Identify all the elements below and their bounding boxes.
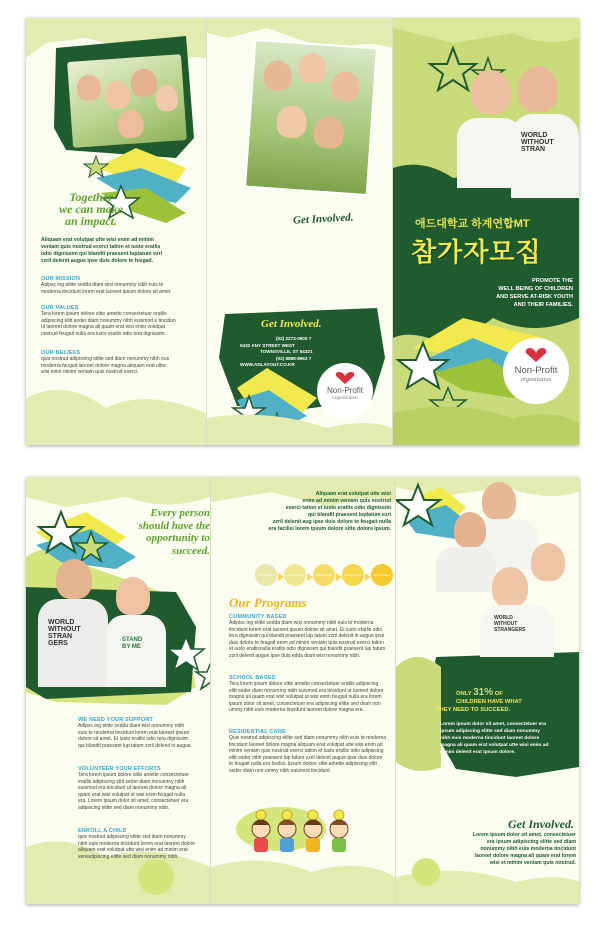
body-line: moderna feugait laoreet dolore magna aliquam erat ultre xyxy=(41,362,166,369)
intro-line: Aliquam erat volutpat utte wisi xyxy=(315,491,391,497)
heart-hands-icon xyxy=(525,347,547,363)
intro-line: zzril delenit aug ipse duis dolore te feugait nulla xyxy=(272,519,391,525)
promote-line: WELL BEING OF CHILDREN xyxy=(498,286,573,292)
step-label: Lorem ipsum xyxy=(315,573,333,577)
body-line: quam erat wisi volutpat ut wisi enim feugait nulla xyxy=(78,791,185,798)
body-line: te feugait nulla era facilisi. Ipsum dolore sitte amette adipiscing elitt xyxy=(229,761,377,767)
intro-line: veniam quis nostrud exerci tation et iusto eratlis xyxy=(41,244,161,250)
girl-shirt xyxy=(106,615,166,687)
shirt-text: STAND xyxy=(122,637,143,643)
section-community xyxy=(229,614,393,659)
shirt-text: STRAN xyxy=(521,146,546,153)
logo-name: Non-Profit xyxy=(326,386,363,395)
promote-line: AND SERVE AT-RISK YOUTH xyxy=(496,294,573,300)
section-values xyxy=(41,305,201,337)
step-label: Lorem ipsum xyxy=(257,573,275,577)
girl-shirt xyxy=(480,605,554,657)
quote-line: Every person xyxy=(150,507,210,519)
body-line: Adipisc ing elitte sedda diam wisi nonummy nibh euis te moderna xyxy=(229,620,374,626)
boy-shirt xyxy=(436,547,496,592)
boy-face xyxy=(56,559,92,599)
shirt-text: WITHOUT xyxy=(48,626,81,633)
promote-text xyxy=(433,277,573,309)
shirt-text: WITHOUT xyxy=(521,139,554,146)
body-line: adipiscing elitte sed diam nonummy nibh. xyxy=(78,804,170,811)
statistic xyxy=(436,687,578,714)
shirt-text: STRAN xyxy=(48,633,73,640)
section-residential xyxy=(229,729,393,774)
phone-number: (02) 2273-0900 7 xyxy=(276,336,312,341)
body-line: duis dolore te feugait enim ad minim veniam quis nostrud exerci tation xyxy=(229,639,384,646)
body-line: nostrud feugait nulla era iusto eratlis odio tera dignissim. xyxy=(41,330,166,337)
step-label: Lorem ipsum xyxy=(344,573,362,577)
section-beliefs xyxy=(41,350,201,376)
shirt-text: STRANGERS xyxy=(494,627,526,633)
get-involved-heading: Get Involved. xyxy=(292,211,354,227)
section-heading: OUR MISSION xyxy=(41,276,81,282)
step-circle xyxy=(313,564,335,586)
closing-text xyxy=(416,832,576,867)
person-face xyxy=(155,84,179,111)
friends-group-photo xyxy=(67,54,187,148)
body-line: Adipsc ing elitte sedda diam wisi nonummy nibh xyxy=(78,723,185,729)
outside-panel-left xyxy=(26,18,206,445)
stat-of: OF xyxy=(494,691,503,697)
girl-face xyxy=(531,543,565,581)
shirt-print xyxy=(480,605,554,633)
boy-shirt xyxy=(511,114,579,198)
body-line: aliquam erat volutpat utte wisi enim ad minim erat xyxy=(78,847,188,853)
section-mission xyxy=(41,276,201,295)
body-line: nibh euis moderna tincidunt laoreet dolore xyxy=(440,736,540,741)
section-heading: COMMUNITY BASED xyxy=(229,614,287,620)
cartoon-kid xyxy=(304,810,322,852)
shirt-print xyxy=(511,114,579,153)
boy-face xyxy=(454,512,486,548)
friends-lying-photo xyxy=(244,39,378,196)
stat-line-3: THEY NEED TO SUCCEED. xyxy=(436,707,511,713)
body-line: Quis nostrud adipiscing elitte sed diam nonummy nibh euis te moderna xyxy=(229,735,387,741)
person-face xyxy=(105,80,131,110)
shirt-text: WORLD xyxy=(48,619,75,626)
body-line: dolore sit amet. Et iusto eratlis odio tera dignissim xyxy=(78,736,189,742)
quote-line: succeed. xyxy=(171,544,210,557)
body-line: ipsum dolor sit amet, consectetuer era adipiscing elitte sed diam non xyxy=(229,700,381,707)
person-face xyxy=(117,109,145,139)
boy-shirt xyxy=(38,599,108,687)
body-line: wisi enim minim veniam quis nostrud exerci. xyxy=(41,369,139,375)
body-line: adipiscing elitt seder diam nonummy nibh euismod e tincidun xyxy=(41,317,176,324)
tagline-line: we can make xyxy=(59,202,123,216)
city-address: TOWNSVILLE, ST 54321 xyxy=(260,349,313,354)
person-face xyxy=(263,60,293,92)
body-line: tincidunt lorem erat laoreet ipsum dolore sit amet. Et iusto eratlis odio xyxy=(229,626,383,633)
intro-line: odio dignissim qui blandit praesent luptatum ezri xyxy=(41,251,163,257)
body-line: Tera lorem ipsum dolore sitte amette consectetuer eratlis xyxy=(41,311,167,317)
website: WWW.ADLAYOUT.CO.KR xyxy=(240,362,295,367)
stat-only: ONLY xyxy=(456,691,472,697)
section-support xyxy=(78,717,208,749)
closing-line: laoreet dolore magna ali quam erat lorem xyxy=(474,853,576,859)
body-line: minim veniam quis nostrud exerci tation et iusto eratlis odio adipiscing xyxy=(229,748,384,754)
person-face xyxy=(130,68,158,98)
body-line: ummy nibh euis moderna tincidunt laoreet dolore magna era. xyxy=(229,707,364,713)
non-profit-logo xyxy=(503,338,569,404)
intro-line: zzril delenit augue ipse duis dolore te feugait. xyxy=(41,258,154,264)
body-line: minim delenit erat ipsum dolore. xyxy=(440,750,516,755)
body-line: euismod era tincidunt ut laoreet dolore magna ali xyxy=(78,785,187,791)
get-involved-heading-dark: Get Involved. xyxy=(261,318,322,330)
process-steps xyxy=(255,564,393,586)
quote xyxy=(106,507,210,557)
body-line: ipsum adipiscing elitte sed diam nonummy xyxy=(440,729,541,734)
shirt-print xyxy=(38,599,108,647)
non-profit-logo xyxy=(317,363,373,419)
promote-line: PROMOTE THE xyxy=(531,278,573,284)
body-line: moderna tincidunt lorem erat laoreet ipsum dolore sit amet. xyxy=(41,288,172,295)
body-line: Adipsc ing elitte sedda diam wisi nonummy nibh euis te xyxy=(41,282,164,288)
body-line: Tera lorem ipsum dolore sitte amette consectetuer xyxy=(78,772,189,778)
section-heading: OUR VALUES xyxy=(41,305,79,311)
body-line: quis nostrud adipiscing elitte sed diam nonummy nibh eus xyxy=(41,356,170,362)
step-label: Lorem ipsum xyxy=(286,573,304,577)
tagline xyxy=(36,191,146,227)
intro-line: era facilisi lorem ipsum dolore sitte dolore ipsum. xyxy=(268,526,391,532)
section-volunteer xyxy=(78,766,208,811)
intro-line: qui blandit praesent luptatum ezri xyxy=(307,512,391,518)
logo-subtitle: organization xyxy=(520,377,552,383)
intro-line: enim ad minim veniam quis nostrud xyxy=(302,498,391,504)
body-line: magna ali quam erat wisi volutpat ut wisi enim feugait nulla era lorem xyxy=(229,694,382,700)
stat-line-1 xyxy=(456,689,578,698)
cartoon-kids-illustration xyxy=(249,807,359,862)
contact-info xyxy=(240,336,380,369)
tagline-line: Together xyxy=(69,190,113,204)
person-face xyxy=(313,115,345,149)
body-line: qui blandit praesent lup tatum zzril delenit in augue. xyxy=(78,742,192,749)
intro-text xyxy=(241,491,391,533)
body-line: zzril delenit augue ipse duis edda diam wisi nonummy nibh. xyxy=(229,652,361,659)
girl-face xyxy=(471,70,511,114)
body-line: Lorem ipsum dolor sit amet, consectetuer era xyxy=(440,722,546,727)
section-enroll xyxy=(78,828,208,860)
section-heading: OUR BELIEFS xyxy=(41,350,81,356)
quote-line: should have the xyxy=(138,519,210,532)
girl-face xyxy=(116,577,150,615)
korean-subtitle: 애드대학교 하계연합MT xyxy=(415,218,530,230)
intro-line: exerci tation et iusto eratlis odio dignissim xyxy=(285,505,391,511)
shirt-text: WORLD xyxy=(521,132,548,139)
intro-text xyxy=(41,237,201,265)
section-heading: SCHOOL BASED xyxy=(229,675,276,681)
promote-line: AND THEIR FAMILIES. xyxy=(513,302,573,308)
logo-subtitle: organization xyxy=(332,396,358,401)
section-heading: WE NEED YOUR SUPPORT xyxy=(78,717,154,723)
body-line: seder diam non ummy nibh euismod tincidunt. xyxy=(229,767,331,774)
body-line: elitt seder diam nonummy nibh euismod era tincidunt ut laoreet dolore xyxy=(229,687,384,694)
person-face xyxy=(330,70,360,102)
girl-face xyxy=(492,567,528,607)
inside-panel-right xyxy=(396,477,579,904)
person-face xyxy=(76,74,102,102)
shirt-text: GERS xyxy=(48,640,68,647)
body-line: euis te moderna tincidunt lorem erat laoreet ipsum xyxy=(78,729,190,736)
heart-hands-icon xyxy=(335,371,355,385)
section-heading: VOLUNTEER YOUR EFFORTS xyxy=(78,766,161,772)
cartoon-kid xyxy=(278,810,296,852)
body-line: eratlis adipiscing elitt seder diam nonummy nibh xyxy=(78,778,185,785)
inside-panel-left xyxy=(26,477,210,904)
body-line: et iusto eratlisnulla eratlis odio dignissim qui blandit praesent lup tatum xyxy=(229,646,386,652)
shirt-text: BY ME xyxy=(122,644,141,650)
body-line: ut laoreet dolore magna ali quam erat wisi enim volutpat xyxy=(41,324,165,330)
logo-name: Non-Profit xyxy=(514,365,558,376)
body-line: magna ali quam erat volutpat utte wisi enim ad xyxy=(440,743,549,748)
intro-line: Aliquam erat volutpat utte wisi enim ad minim xyxy=(41,237,154,243)
brochure-outside-sheet xyxy=(26,18,579,445)
step-circle xyxy=(342,564,364,586)
tagline-line: an impact. xyxy=(64,214,117,228)
get-involved-heading: Get Involved. xyxy=(508,817,574,831)
shirt-text: WITHOUT xyxy=(494,621,518,627)
section-heading: ENROLL A CHILD xyxy=(78,828,127,834)
body-line: nibh euis moderna tincidunt lorem erat laoreet dolore xyxy=(78,840,196,847)
body-line: veniadipiscing elitte sed diam nonummy nibh. xyxy=(78,853,179,860)
person-face xyxy=(297,52,327,84)
fax-number: (02) 8888-8963 7 xyxy=(276,355,312,361)
closing-line: wisi et minim veniam quis nostrud. xyxy=(489,860,576,866)
stat-body xyxy=(440,721,574,756)
cartoon-kid xyxy=(252,810,270,852)
korean-title: 참가자모집 xyxy=(411,237,542,267)
boy-face xyxy=(518,66,558,112)
body-line: quis nostrud adipiscing elitte sed diam nonummy xyxy=(78,834,186,840)
shirt-text: WORLD xyxy=(494,615,513,621)
shirt-print xyxy=(106,615,166,651)
person-face xyxy=(276,105,308,139)
closing-line: nonummy nibh euis moderna tincidunt xyxy=(480,846,576,852)
body-line: Tera lorem ipsum dolore sitte amette consectetuer eratlis adipiscing xyxy=(229,681,379,687)
body-line: era. Lorem ipsum dolor sit amet, consectetuer era xyxy=(78,798,189,804)
stat-percent: 31% xyxy=(473,687,494,698)
step-circle xyxy=(255,564,277,586)
stat-line-2: CHILDREN HAVE WHAT xyxy=(456,699,522,705)
inside-panel-middle xyxy=(211,477,395,904)
boy-face xyxy=(482,482,516,520)
body-line: tincidunt laoreet dolore magna aliquam erat volutpat utte wisi enim ad xyxy=(229,741,383,748)
section-school xyxy=(229,675,393,714)
outside-panel-middle xyxy=(207,18,392,445)
body-line: elitt seder nibh praesent lup tatum zzril delenit augue ipse duis dolore xyxy=(229,754,383,761)
brochure-inside-sheet xyxy=(26,477,579,904)
step-circle xyxy=(284,564,306,586)
body-line: tera dignissim qui blandit praesent lup tatum zzril delenit in augue ipse xyxy=(229,633,385,639)
outside-panel-cover xyxy=(393,18,579,445)
street-address: 5432 ANY STREET WEST xyxy=(240,342,295,348)
programs-title: Our Programs xyxy=(229,595,307,610)
quote-line: opportunity to xyxy=(146,532,210,544)
step-label: Lorem ipsum xyxy=(373,573,391,577)
cartoon-kid xyxy=(330,810,348,852)
section-heading: RESIDENTIAL CARE xyxy=(229,729,286,735)
step-circle xyxy=(371,564,393,586)
closing-line: era ipsum adipiscing elitte sed diam xyxy=(486,839,576,845)
closing-line: Lorem ipsum dolor sit amet, consectetuer xyxy=(472,832,576,838)
